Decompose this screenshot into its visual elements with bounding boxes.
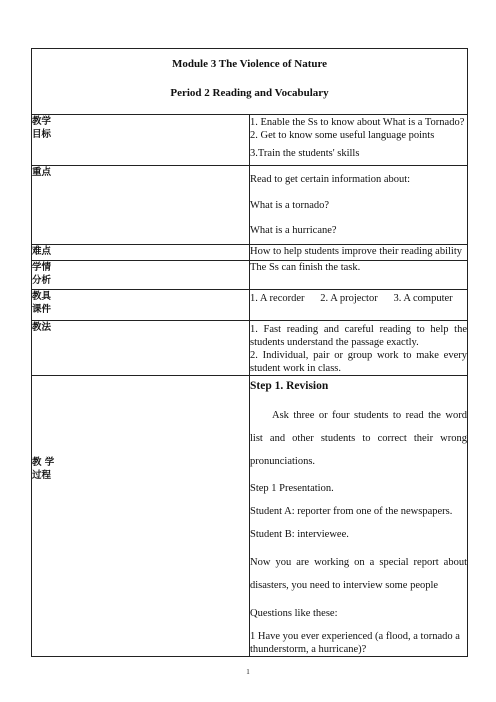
period-title: Period 2 Reading and Vocabulary — [170, 87, 329, 99]
student-b-line: Student B: interviewee. — [250, 529, 349, 540]
page-number: 1 — [246, 668, 250, 676]
header-cell — [32, 49, 468, 115]
difficulty-label — [32, 245, 250, 261]
process-row — [32, 376, 468, 657]
objective-item: 3.Train the students' skills — [250, 148, 360, 159]
tools-label — [32, 290, 250, 321]
revision-text: Ask three or four students to read the word list and other students to correct their wrong pronunciations. — [250, 410, 467, 467]
objective-item: 2. Get to know some useful language points — [250, 130, 435, 141]
key-points-label-text: 重点 — [32, 167, 52, 178]
tools-label-line-2: 课件 — [32, 304, 52, 315]
key-points-row — [32, 166, 468, 245]
questions-intro: Questions like these: — [250, 608, 338, 619]
methods-label-text: 教法 — [32, 322, 52, 333]
method-item: 2. Individual, pair or group work to make every student work in class. — [250, 350, 467, 374]
difficulty-row — [32, 245, 468, 261]
methods-label — [32, 321, 250, 376]
difficulty-label-text: 难点 — [32, 246, 52, 257]
step-1-title: Step 1. Revision — [250, 380, 329, 392]
tools-row — [32, 290, 468, 321]
key-points-content — [250, 166, 468, 245]
key-points-label — [32, 166, 250, 245]
tools-text: 1. A recorder 2. A projector 3. A computer — [250, 293, 453, 304]
question-1: 1 Have you ever experienced (a flood, a tornado a thunderstorm, a hurricane)? — [250, 631, 460, 655]
scenario-text: Now you are working on a special report about disasters, you need to interview some people — [250, 557, 467, 591]
methods-content — [250, 321, 468, 376]
lesson-plan-table — [31, 48, 468, 657]
process-label — [32, 376, 250, 657]
key-point-line: What is a tornado? — [250, 200, 330, 211]
objectives-label — [32, 115, 250, 166]
process-label-line-1: 教 学 — [32, 457, 55, 468]
tools-content — [250, 290, 468, 321]
analysis-row — [32, 261, 468, 290]
key-point-line: What is a hurricane? — [250, 225, 337, 236]
difficulty-content: How to help students improve their reading ability — [250, 245, 468, 261]
tools-label-line-1: 教具 — [32, 291, 52, 302]
objectives-label-line-2: 目标 — [32, 129, 52, 140]
objectives-content — [250, 115, 468, 166]
analysis-label — [32, 261, 250, 290]
objectives-label-line-1: 教学 — [32, 116, 52, 127]
methods-row — [32, 321, 468, 376]
objectives-row — [32, 115, 468, 166]
presentation-heading: Step 1 Presentation. — [250, 483, 334, 494]
method-item: 1. Fast reading and careful reading to help the students understand the passage exactly. — [250, 324, 467, 348]
header-row — [32, 49, 468, 115]
analysis-label-line-2: 分析 — [32, 275, 52, 286]
student-a-line: Student A: reporter from one of the newspapers. — [250, 506, 453, 517]
process-label-line-2: 过程 — [32, 470, 52, 481]
analysis-label-line-1: 学情 — [32, 262, 52, 273]
key-point-line: Read to get certain information about: — [250, 174, 411, 185]
objective-item: 1. Enable the Ss to know about What is a Tornado? — [250, 117, 465, 128]
analysis-content: The Ss can finish the task. — [250, 261, 468, 290]
process-content — [250, 376, 468, 657]
module-title: Module 3 The Violence of Nature — [171, 58, 328, 70]
